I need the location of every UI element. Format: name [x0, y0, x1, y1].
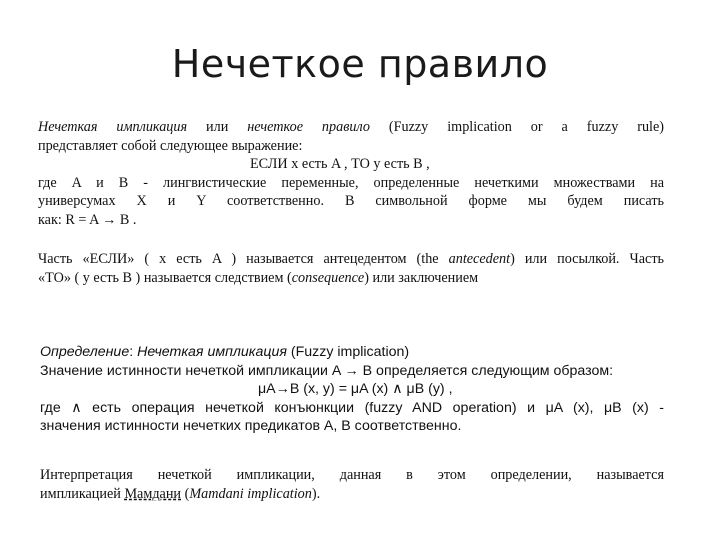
text-line: универсумах X и Y соответственно. В символьной форме мы будем писать [38, 193, 664, 209]
rich-line [38, 250, 664, 269]
line-content [38, 251, 664, 267]
text-run: (Fuzzy implication or a fuzzy rule) [369, 119, 665, 135]
text-run: Часть «ЕСЛИ» ( x есть A ) называется антецедентом (the [38, 251, 449, 267]
text-run: : [129, 344, 138, 360]
text-run: ) или посылкой. Часть [510, 251, 664, 267]
symbolic-form: как: R = A → B . [38, 211, 137, 228]
rich-line [38, 269, 664, 288]
rich-line [40, 485, 664, 504]
text-run: ) или заключением [364, 269, 479, 286]
italic-run: нечеткое правило [247, 119, 370, 135]
text-run: Мамдани [124, 485, 182, 502]
definition-paragraph [38, 118, 664, 229]
text-run: ). [311, 485, 321, 502]
italic-run: antecedent [448, 251, 511, 267]
implication-formula: μA→B (x, y) = μA (x) ∧ μB (y) , [258, 381, 453, 397]
italic-run: consequence [291, 269, 365, 286]
rich-line [38, 118, 664, 137]
text-line: значения истинности нечетких предикатов A, B соответственно. [40, 418, 462, 434]
antecedent-paragraph [38, 250, 664, 287]
mamdani-paragraph [40, 466, 664, 503]
text-line: Значение истинности нечеткой импликации A → B определяется следующим образом: [40, 362, 614, 379]
rich-line [40, 343, 664, 362]
text-run: импликацией [40, 485, 125, 502]
text-line: где ∧ есть операция нечеткой конъюнкции (fuzzy AND operation) и μA (x), μB (x) - [40, 399, 664, 416]
italic-run: Нечеткая импликация [38, 119, 188, 135]
line-content [38, 119, 664, 135]
italic-run: Mamdani implication [189, 485, 312, 502]
line-content [40, 486, 320, 502]
text-run: ( [181, 485, 190, 502]
text-line: Интерпретация нечеткой импликации, данная в этом определении, называется [40, 467, 664, 483]
text-run: или [187, 119, 248, 135]
italic-run: Определение [40, 344, 130, 360]
italic-run: Нечеткая импликация [137, 344, 287, 360]
line-content [38, 270, 478, 286]
slide-title: Нечеткое правило [171, 42, 549, 86]
text-line: представляет собой следующее выражение: [38, 137, 303, 154]
text-line: где A и B - лингвистические переменные, определенные нечеткими множествами на [38, 174, 664, 191]
text-run: «ТО» ( y есть B ) называется следствием ( [38, 269, 292, 286]
text-run: (Fuzzy implication) [286, 344, 410, 360]
implication-definition [40, 343, 664, 436]
rule-expression: ЕСЛИ x есть A , ТО y есть B , [250, 156, 430, 172]
line-content [40, 344, 409, 360]
